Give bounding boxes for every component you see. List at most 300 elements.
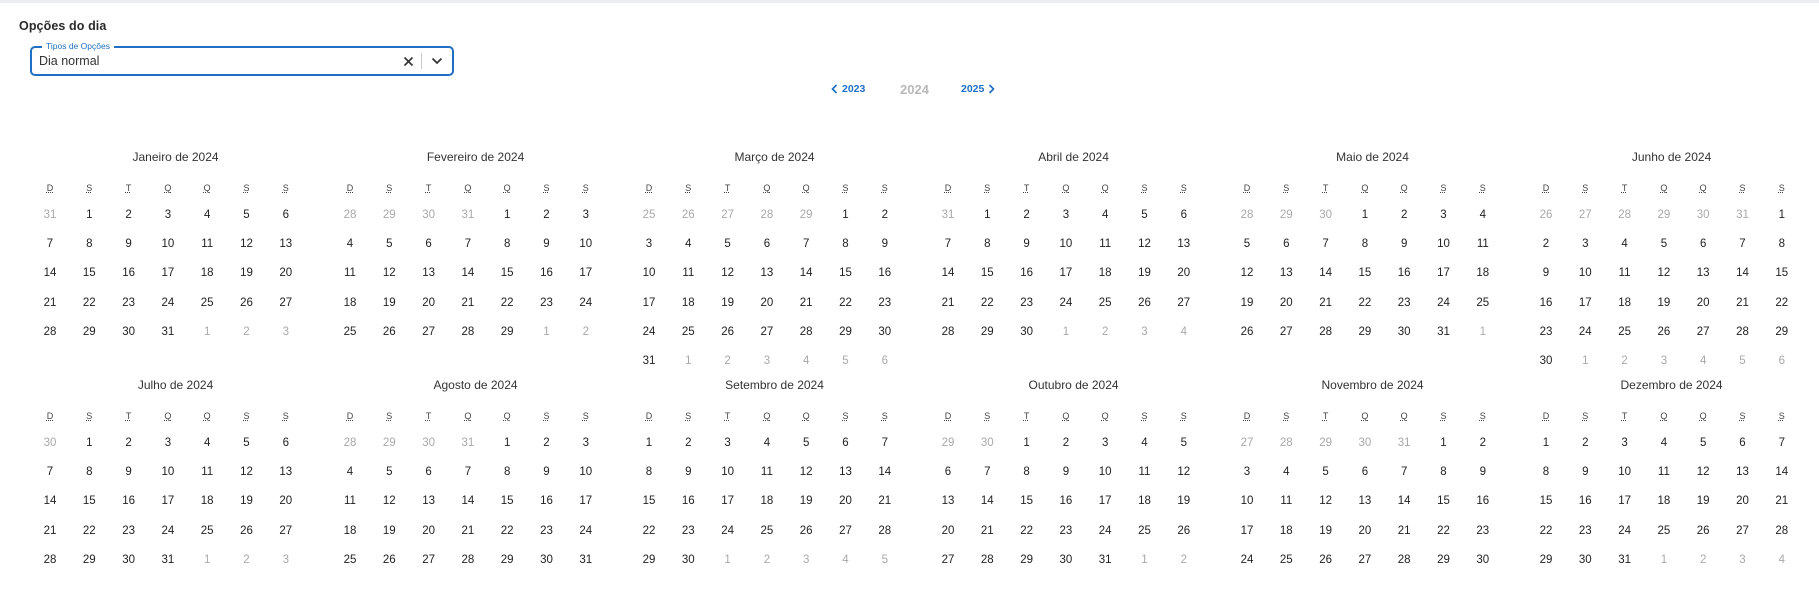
day-cell[interactable]: 13 [760, 267, 774, 280]
day-cell[interactable]: 7 [464, 466, 472, 479]
day-cell[interactable]: 21 [799, 296, 813, 309]
day-cell[interactable]: 21 [1319, 296, 1332, 309]
day-cell-outside[interactable]: 2 [1101, 325, 1109, 338]
day-cell[interactable]: 13 [422, 495, 435, 508]
day-cell[interactable]: 6 [1180, 209, 1187, 221]
day-cell-outside[interactable]: 26 [1539, 209, 1553, 221]
day-cell[interactable]: 30 [1059, 553, 1073, 566]
day-cell-outside[interactable]: 6 [1778, 355, 1785, 367]
day-cell[interactable]: 14 [941, 267, 955, 280]
day-cell[interactable]: 6 [944, 466, 952, 479]
day-cell[interactable]: 15 [82, 495, 96, 508]
day-cell[interactable]: 27 [422, 325, 435, 338]
day-cell[interactable]: 18 [1476, 267, 1490, 280]
day-cell[interactable]: 1 [984, 209, 991, 221]
day-cell[interactable]: 19 [382, 524, 396, 537]
day-cell[interactable]: 5 [243, 437, 250, 449]
day-cell[interactable]: 30 [1578, 553, 1592, 566]
day-cell[interactable]: 30 [878, 325, 892, 338]
day-cell-outside[interactable]: 29 [941, 437, 955, 449]
day-cell[interactable]: 6 [425, 466, 432, 479]
day-cell[interactable]: 1 [1542, 437, 1550, 449]
day-cell[interactable]: 13 [422, 267, 435, 280]
day-cell[interactable]: 13 [941, 495, 955, 508]
day-cell[interactable]: 17 [579, 495, 593, 508]
day-cell[interactable]: 11 [344, 267, 356, 280]
day-cell[interactable]: 30 [1020, 325, 1033, 338]
day-cell[interactable]: 8 [842, 238, 849, 251]
day-cell[interactable]: 31 [1618, 553, 1631, 566]
day-cell[interactable]: 11 [1280, 495, 1293, 508]
day-cell[interactable]: 17 [721, 495, 734, 508]
day-cell[interactable]: 18 [681, 296, 695, 309]
day-cell-outside[interactable]: 1 [203, 325, 211, 338]
day-cell[interactable]: 14 [461, 495, 475, 508]
day-cell-outside[interactable]: 2 [1621, 355, 1628, 367]
day-cell[interactable]: 22 [1358, 296, 1372, 309]
day-cell-outside[interactable]: 28 [1618, 209, 1631, 221]
day-cell[interactable]: 7 [944, 238, 952, 251]
day-cell[interactable]: 14 [799, 267, 813, 280]
day-cell[interactable]: 5 [1699, 437, 1707, 449]
day-cell[interactable]: 27 [1736, 524, 1749, 537]
day-cell[interactable]: 26 [799, 524, 813, 537]
day-cell[interactable]: 18 [760, 495, 774, 508]
day-cell[interactable]: 3 [1062, 209, 1070, 221]
day-cell-outside[interactable]: 29 [1319, 437, 1332, 449]
day-cell[interactable]: 7 [1322, 238, 1329, 251]
day-cell[interactable]: 3 [582, 209, 589, 221]
day-cell[interactable]: 30 [1476, 553, 1490, 566]
day-cell[interactable]: 28 [1319, 325, 1332, 338]
day-cell[interactable]: 19 [240, 267, 253, 280]
day-cell[interactable]: 14 [1736, 267, 1749, 280]
day-cell[interactable]: 20 [941, 524, 955, 537]
day-cell-outside[interactable]: 2 [243, 553, 250, 566]
day-cell[interactable]: 23 [1476, 524, 1490, 537]
day-cell[interactable]: 21 [1397, 524, 1411, 537]
day-cell[interactable]: 28 [461, 325, 475, 338]
day-cell[interactable]: 19 [1177, 495, 1191, 508]
day-cell[interactable]: 11 [682, 267, 695, 280]
day-cell-outside[interactable]: 5 [881, 553, 888, 566]
day-cell[interactable]: 22 [82, 524, 96, 537]
day-cell[interactable]: 7 [1739, 238, 1746, 251]
day-cell[interactable]: 23 [681, 524, 695, 537]
day-cell[interactable]: 27 [1177, 296, 1191, 309]
day-cell-outside[interactable]: 31 [461, 437, 475, 449]
day-cell-outside[interactable]: 27 [1240, 437, 1254, 449]
day-cell[interactable]: 27 [1696, 325, 1710, 338]
day-cell[interactable]: 19 [1240, 296, 1254, 309]
day-cell[interactable]: 21 [980, 524, 994, 537]
day-cell[interactable]: 19 [721, 296, 734, 309]
day-cell[interactable]: 14 [1775, 466, 1789, 479]
day-cell[interactable]: 8 [86, 466, 93, 479]
day-cell[interactable]: 5 [243, 209, 250, 221]
day-cell[interactable]: 20 [1279, 296, 1293, 309]
day-cell[interactable]: 21 [1736, 296, 1749, 309]
day-cell[interactable]: 20 [422, 524, 435, 537]
day-cell[interactable]: 1 [1361, 209, 1369, 221]
day-cell[interactable]: 31 [1098, 553, 1112, 566]
day-cell[interactable]: 3 [1440, 209, 1447, 221]
day-cell[interactable]: 14 [461, 267, 475, 280]
day-cell[interactable]: 12 [1319, 495, 1332, 508]
day-cell[interactable]: 18 [1138, 495, 1151, 508]
day-cell[interactable]: 5 [1660, 238, 1668, 251]
day-cell[interactable]: 18 [343, 296, 357, 309]
day-cell[interactable]: 4 [203, 437, 211, 449]
day-cell[interactable]: 16 [878, 267, 892, 280]
day-cell[interactable]: 3 [1243, 466, 1251, 479]
day-cell[interactable]: 5 [1322, 466, 1329, 479]
day-cell[interactable]: 4 [763, 437, 771, 449]
day-cell-outside[interactable]: 1 [203, 553, 211, 566]
day-cell-outside[interactable]: 1 [1582, 355, 1589, 367]
day-cell[interactable]: 3 [582, 437, 589, 449]
day-cell[interactable]: 16 [1539, 296, 1553, 309]
day-cell[interactable]: 16 [122, 267, 135, 280]
day-cell[interactable]: 30 [1539, 355, 1553, 367]
day-cell[interactable]: 12 [1138, 238, 1151, 251]
day-cell[interactable]: 13 [1279, 267, 1293, 280]
day-cell[interactable]: 3 [724, 437, 731, 449]
day-cell[interactable]: 15 [642, 495, 656, 508]
day-cell-outside[interactable]: 30 [422, 209, 435, 221]
day-cell[interactable]: 7 [1778, 437, 1785, 449]
day-cell[interactable]: 8 [86, 238, 93, 251]
day-cell[interactable]: 30 [122, 553, 135, 566]
day-cell[interactable]: 11 [1099, 238, 1112, 251]
day-cell-outside[interactable]: 2 [1180, 553, 1187, 566]
day-cell[interactable]: 23 [1397, 296, 1411, 309]
day-cell-outside[interactable]: 4 [1180, 325, 1187, 338]
day-cell[interactable]: 3 [164, 437, 172, 449]
day-cell[interactable]: 19 [382, 296, 396, 309]
day-cell-outside[interactable]: 3 [763, 355, 771, 367]
day-cell[interactable]: 28 [461, 553, 475, 566]
day-cell[interactable]: 20 [1177, 267, 1191, 280]
day-cell[interactable]: 22 [1437, 524, 1450, 537]
day-cell[interactable]: 9 [881, 238, 888, 251]
day-cell[interactable]: 2 [881, 209, 888, 221]
day-cell[interactable]: 11 [201, 466, 214, 479]
day-cell-outside[interactable]: 1 [724, 553, 731, 566]
day-cell[interactable]: 15 [1358, 267, 1372, 280]
day-cell[interactable]: 30 [540, 553, 553, 566]
day-cell[interactable]: 17 [1618, 495, 1631, 508]
day-cell[interactable]: 24 [642, 325, 656, 338]
day-cell[interactable]: 7 [881, 437, 888, 449]
day-cell[interactable]: 1 [1440, 437, 1447, 449]
day-cell[interactable]: 20 [279, 267, 293, 280]
day-cell[interactable]: 29 [1539, 553, 1553, 566]
day-cell-outside[interactable]: 29 [382, 437, 396, 449]
day-cell[interactable]: 6 [425, 238, 432, 251]
day-cell[interactable]: 27 [941, 553, 955, 566]
day-cell[interactable]: 15 [980, 267, 994, 280]
day-cell[interactable]: 2 [1479, 437, 1486, 449]
day-cell[interactable]: 4 [203, 209, 211, 221]
day-cell[interactable]: 1 [86, 437, 93, 449]
day-cell[interactable]: 20 [760, 296, 774, 309]
day-cell[interactable]: 26 [240, 524, 253, 537]
day-cell[interactable]: 14 [878, 466, 892, 479]
day-cell[interactable]: 11 [1138, 466, 1151, 479]
day-cell[interactable]: 20 [422, 296, 435, 309]
day-cell[interactable]: 1 [503, 209, 511, 221]
day-cell[interactable]: 1 [842, 209, 849, 221]
day-cell[interactable]: 12 [1696, 466, 1710, 479]
day-cell-outside[interactable]: 29 [799, 209, 813, 221]
day-cell-outside[interactable]: 29 [382, 209, 396, 221]
day-cell[interactable]: 2 [1542, 238, 1550, 251]
day-cell[interactable]: 12 [382, 267, 396, 280]
day-cell[interactable]: 9 [1542, 267, 1550, 280]
day-cell[interactable]: 6 [1361, 466, 1369, 479]
day-cell[interactable]: 2 [1400, 209, 1408, 221]
day-cell[interactable]: 9 [1062, 466, 1070, 479]
day-cell[interactable]: 15 [500, 495, 514, 508]
day-cell[interactable]: 31 [161, 553, 175, 566]
day-cell-outside[interactable]: 25 [642, 209, 656, 221]
day-cell[interactable]: 5 [1243, 238, 1251, 251]
day-cell[interactable]: 22 [839, 296, 852, 309]
day-cell[interactable]: 23 [122, 524, 135, 537]
day-cell-outside[interactable]: 28 [1240, 209, 1254, 221]
day-cell[interactable]: 1 [1778, 209, 1785, 221]
day-cell[interactable]: 2 [685, 437, 692, 449]
day-cell[interactable]: 10 [1059, 238, 1073, 251]
day-cell[interactable]: 17 [161, 495, 175, 508]
day-cell[interactable]: 15 [1437, 495, 1450, 508]
day-cell[interactable]: 4 [685, 238, 692, 251]
day-cell-outside[interactable]: 30 [1319, 209, 1332, 221]
day-cell[interactable]: 12 [1177, 466, 1191, 479]
day-cell[interactable]: 28 [799, 325, 813, 338]
day-cell[interactable]: 20 [839, 495, 852, 508]
day-cell[interactable]: 24 [1240, 553, 1254, 566]
day-cell[interactable]: 21 [941, 296, 955, 309]
day-cell[interactable]: 18 [1279, 524, 1293, 537]
day-cell[interactable]: 25 [1618, 325, 1631, 338]
day-cell[interactable]: 23 [1539, 325, 1553, 338]
day-cell[interactable]: 5 [724, 238, 731, 251]
day-cell[interactable]: 21 [461, 524, 475, 537]
day-cell[interactable]: 23 [1059, 524, 1073, 537]
day-cell[interactable]: 17 [161, 267, 175, 280]
day-cell[interactable]: 11 [201, 238, 214, 251]
day-cell[interactable]: 17 [1098, 495, 1112, 508]
day-cell[interactable]: 18 [1657, 495, 1671, 508]
day-cell-outside[interactable]: 30 [980, 437, 994, 449]
day-cell[interactable]: 19 [240, 495, 253, 508]
day-cell[interactable]: 24 [579, 296, 593, 309]
day-cell-outside[interactable]: 27 [1578, 209, 1592, 221]
day-cell[interactable]: 11 [1657, 466, 1670, 479]
day-cell[interactable]: 17 [1437, 267, 1450, 280]
prev-year-button[interactable] [831, 83, 865, 95]
day-cell[interactable]: 9 [125, 466, 132, 479]
day-cell[interactable]: 13 [1736, 466, 1749, 479]
day-cell[interactable]: 15 [1539, 495, 1553, 508]
day-cell[interactable]: 29 [1775, 325, 1789, 338]
day-cell[interactable]: 29 [82, 325, 96, 338]
day-cell-outside[interactable]: 30 [422, 437, 435, 449]
day-cell[interactable]: 3 [1101, 437, 1109, 449]
day-cell[interactable]: 29 [980, 325, 994, 338]
day-cell[interactable]: 19 [1138, 267, 1151, 280]
day-cell[interactable]: 14 [43, 267, 57, 280]
day-cell[interactable]: 20 [1696, 296, 1710, 309]
day-cell[interactable]: 7 [46, 238, 54, 251]
day-cell-outside[interactable]: 1 [1479, 325, 1486, 338]
day-cell[interactable]: 13 [279, 238, 293, 251]
day-cell[interactable]: 26 [1319, 553, 1332, 566]
day-cell[interactable]: 21 [461, 296, 475, 309]
day-cell[interactable]: 22 [500, 524, 514, 537]
day-cell[interactable]: 24 [161, 296, 175, 309]
day-cell[interactable]: 17 [1059, 267, 1073, 280]
day-cell-outside[interactable]: 2 [724, 355, 731, 367]
day-cell[interactable]: 27 [279, 524, 293, 537]
day-cell[interactable]: 24 [1437, 296, 1450, 309]
day-cell-outside[interactable]: 31 [461, 209, 475, 221]
day-cell[interactable]: 8 [645, 466, 653, 479]
day-cell[interactable]: 12 [240, 238, 253, 251]
day-cell[interactable]: 3 [164, 209, 172, 221]
day-cell[interactable]: 25 [760, 524, 774, 537]
day-cell[interactable]: 22 [1539, 524, 1553, 537]
day-cell[interactable]: 23 [1020, 296, 1033, 309]
day-cell[interactable]: 13 [839, 466, 852, 479]
day-cell[interactable]: 17 [579, 267, 593, 280]
day-cell[interactable]: 23 [878, 296, 892, 309]
day-cell[interactable]: 19 [799, 495, 813, 508]
day-cell[interactable]: 5 [802, 437, 810, 449]
day-cell[interactable]: 11 [344, 495, 356, 508]
day-cell[interactable]: 24 [1618, 524, 1631, 537]
day-cell[interactable]: 26 [382, 553, 396, 566]
day-cell[interactable]: 29 [500, 553, 514, 566]
day-cell-outside[interactable]: 4 [842, 553, 849, 566]
day-cell[interactable]: 30 [1397, 325, 1411, 338]
day-cell[interactable]: 2 [543, 209, 550, 221]
day-cell[interactable]: 19 [1319, 524, 1332, 537]
day-cell[interactable]: 31 [1437, 325, 1450, 338]
day-cell[interactable]: 18 [200, 267, 214, 280]
day-cell[interactable]: 28 [878, 524, 892, 537]
day-cell[interactable]: 26 [1177, 524, 1191, 537]
day-cell[interactable]: 1 [1023, 437, 1030, 449]
day-cell[interactable]: 29 [1020, 553, 1033, 566]
day-cell[interactable]: 23 [1578, 524, 1592, 537]
day-cell[interactable]: 7 [46, 466, 54, 479]
day-cell[interactable]: 10 [721, 466, 734, 479]
day-cell[interactable]: 12 [240, 466, 253, 479]
day-cell[interactable]: 4 [1660, 437, 1668, 449]
day-cell[interactable]: 29 [1358, 325, 1372, 338]
day-cell[interactable]: 10 [579, 238, 593, 251]
day-cell[interactable]: 28 [43, 553, 57, 566]
day-cell-outside[interactable]: 1 [685, 355, 692, 367]
day-cell[interactable]: 25 [1138, 524, 1151, 537]
day-cell[interactable]: 11 [1618, 267, 1631, 280]
day-cell[interactable]: 2 [125, 437, 132, 449]
day-cell[interactable]: 7 [984, 466, 991, 479]
day-cell[interactable]: 27 [279, 296, 293, 309]
day-cell[interactable]: 4 [346, 466, 354, 479]
day-cell[interactable]: 16 [1397, 267, 1411, 280]
day-cell-outside[interactable]: 2 [763, 553, 771, 566]
day-cell-outside[interactable]: 2 [582, 325, 589, 338]
day-cell[interactable]: 27 [760, 325, 774, 338]
day-cell-outside[interactable]: 3 [282, 325, 289, 338]
day-cell-outside[interactable]: 3 [1739, 553, 1746, 566]
day-cell[interactable]: 9 [543, 238, 550, 251]
day-cell[interactable]: 2 [1023, 209, 1030, 221]
day-cell[interactable]: 13 [279, 466, 293, 479]
day-cell[interactable]: 16 [1578, 495, 1592, 508]
day-cell[interactable]: 16 [1059, 495, 1073, 508]
day-cell[interactable]: 5 [386, 238, 393, 251]
day-cell[interactable]: 24 [721, 524, 734, 537]
day-cell[interactable]: 3 [1582, 238, 1589, 251]
day-cell[interactable]: 28 [1736, 325, 1749, 338]
day-cell[interactable]: 25 [343, 325, 357, 338]
day-cell-outside[interactable]: 1 [1062, 325, 1070, 338]
day-cell[interactable]: 10 [1578, 267, 1592, 280]
day-cell[interactable]: 9 [1023, 238, 1030, 251]
day-cell[interactable]: 24 [579, 524, 593, 537]
day-cell[interactable]: 13 [1696, 267, 1710, 280]
day-cell[interactable]: 6 [1283, 238, 1290, 251]
day-cell[interactable]: 4 [1101, 209, 1109, 221]
day-cell[interactable]: 7 [1400, 466, 1408, 479]
day-cell[interactable]: 16 [122, 495, 135, 508]
day-cell[interactable]: 4 [1141, 437, 1148, 449]
day-cell[interactable]: 20 [279, 495, 293, 508]
chevron-down-icon[interactable] [428, 52, 446, 70]
day-cell[interactable]: 8 [1542, 466, 1550, 479]
day-cell[interactable]: 22 [980, 296, 994, 309]
day-cell-outside[interactable]: 29 [1279, 209, 1293, 221]
day-cell[interactable]: 24 [1578, 325, 1592, 338]
day-cell[interactable]: 20 [1358, 524, 1372, 537]
day-cell[interactable]: 9 [1400, 238, 1408, 251]
day-cell[interactable]: 3 [1621, 437, 1628, 449]
day-cell[interactable]: 19 [1696, 495, 1710, 508]
day-cell[interactable]: 29 [642, 553, 656, 566]
day-cell[interactable]: 22 [1775, 296, 1789, 309]
day-cell[interactable]: 5 [1141, 209, 1148, 221]
day-cell[interactable]: 20 [1736, 495, 1749, 508]
day-cell[interactable]: 21 [1775, 495, 1789, 508]
day-cell[interactable]: 29 [1437, 553, 1450, 566]
day-cell[interactable]: 1 [86, 209, 93, 221]
day-cell[interactable]: 25 [200, 296, 214, 309]
day-cell-outside[interactable]: 4 [1699, 355, 1707, 367]
day-cell[interactable]: 6 [282, 209, 289, 221]
day-cell[interactable]: 18 [1618, 296, 1631, 309]
day-cell-outside[interactable]: 27 [721, 209, 734, 221]
day-cell[interactable]: 4 [1621, 238, 1628, 251]
day-cell[interactable]: 23 [540, 296, 553, 309]
day-cell[interactable]: 10 [1240, 495, 1254, 508]
day-cell-outside[interactable]: 31 [43, 209, 57, 221]
day-cell-outside[interactable]: 2 [1699, 553, 1707, 566]
